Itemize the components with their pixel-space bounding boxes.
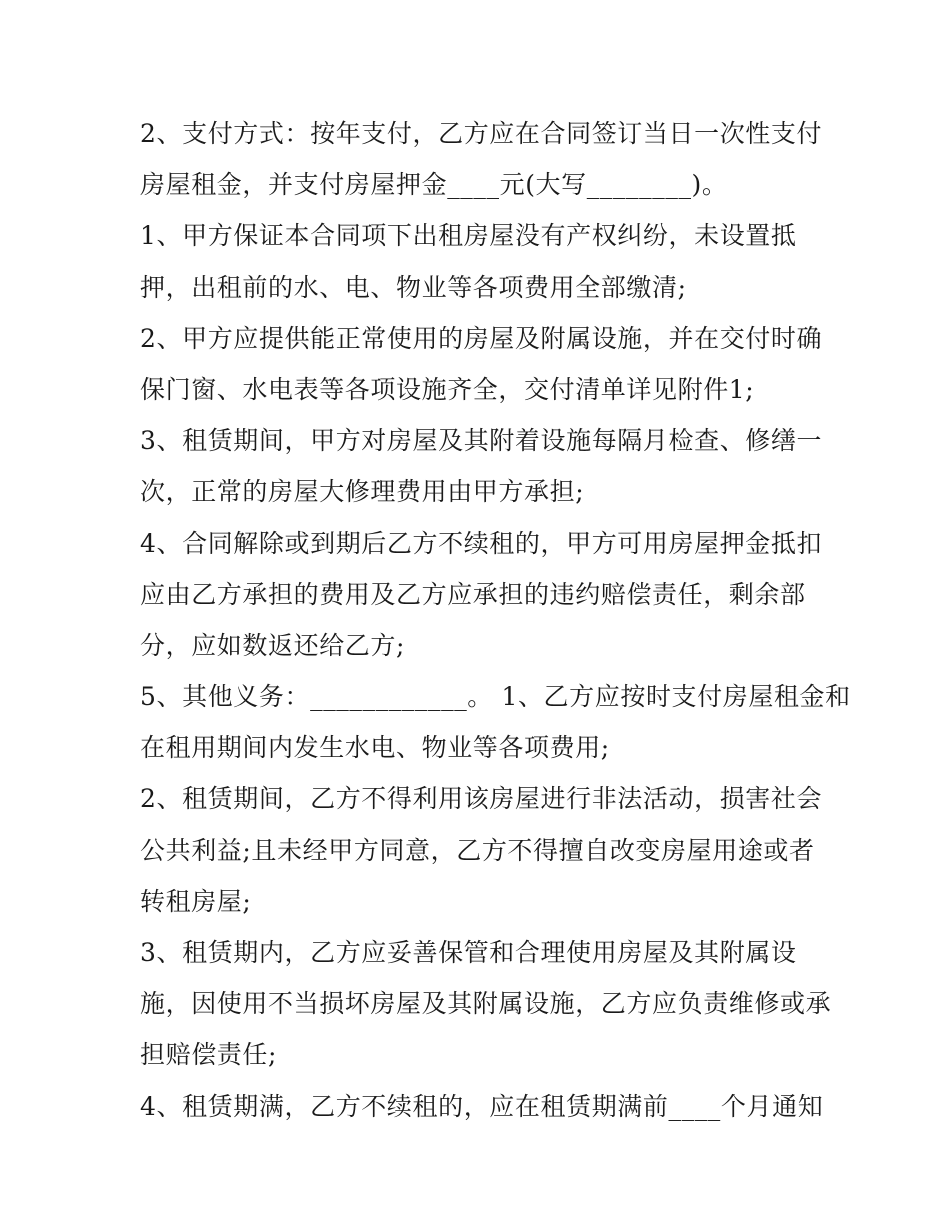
text-line: 3、租赁期间，甲方对房屋及其附着设施每隔月检查、修缮一 xyxy=(140,426,823,456)
text-line: 1、甲方保证本合同项下出租房屋没有产权纠纷，未设置抵 xyxy=(140,221,797,251)
text-line: 押，出租前的水、电、物业等各项费用全部缴清; xyxy=(140,272,687,302)
text-line: 次，正常的房屋大修理费用由甲方承担; xyxy=(140,477,585,507)
text-line: 在租用期间内发生水电、物业等各项费用; xyxy=(140,733,610,763)
text-line: 转租房屋; xyxy=(140,886,252,916)
text-line: 2、支付方式：按年支付，乙方应在合同签订当日一次性支付 xyxy=(140,119,823,148)
text-line: 应由乙方承担的费用及乙方应承担的违约赔偿责任，剩余部 xyxy=(140,579,806,609)
text-line: 担赔偿责任; xyxy=(140,1040,278,1070)
text-line: 保门窗、水电表等各项设施齐全，交付清单详见附件1; xyxy=(140,374,755,404)
document-body xyxy=(140,108,851,1132)
text-line: 2、租赁期间，乙方不得利用该房屋进行非法活动，损害社会 xyxy=(140,784,823,814)
text-line: 施，因使用不当损坏房屋及其附属设施，乙方应负责维修或承 xyxy=(140,989,832,1019)
text-line: 房屋租金，并支付房屋押金____元(大写________)。 xyxy=(140,170,728,200)
text-line: 3、租赁期内，乙方应妥善保管和合理使用房屋及其附属设 xyxy=(140,938,797,967)
text-line: 分，应如数返还给乙方; xyxy=(140,630,406,660)
text-line: 4、合同解除或到期后乙方不续租的，甲方可用房屋押金抵扣 xyxy=(140,528,823,558)
text-line: 2、甲方应提供能正常使用的房屋及附属设施，并在交付时确 xyxy=(140,323,823,353)
text-line: 公共利益;且未经甲方同意，乙方不得擅自改变房屋用途或者 xyxy=(140,835,815,865)
text-line: 5、其他义务：____________。 1、乙方应按时支付房屋租金和 xyxy=(140,682,851,712)
text-line: 4、租赁期满，乙方不续租的，应在租赁期满前____个月通知 xyxy=(140,1091,824,1121)
